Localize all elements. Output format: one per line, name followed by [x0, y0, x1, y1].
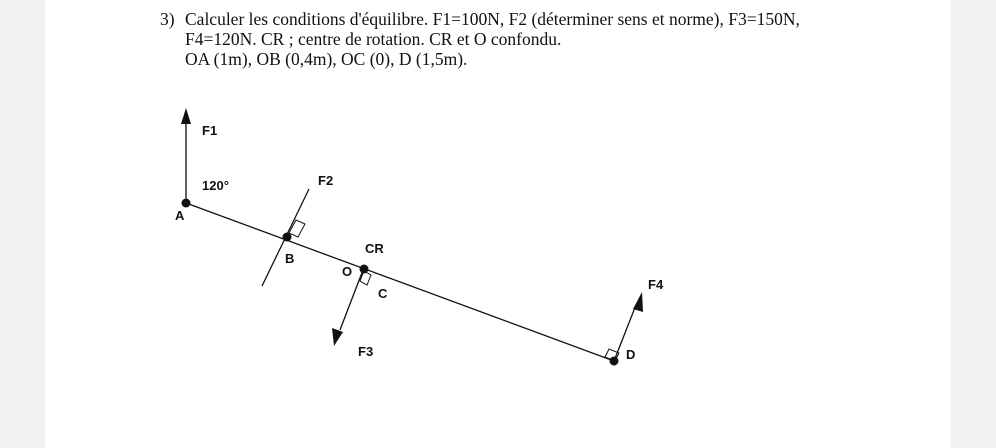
label-angle: 120° — [202, 178, 229, 193]
label-d: D — [626, 347, 636, 362]
label-f1: F1 — [202, 123, 218, 138]
f3-arrowhead — [332, 328, 343, 346]
exercise-number: 3) — [160, 9, 175, 29]
label-f3: F3 — [358, 344, 374, 359]
f1-arrowhead — [181, 108, 191, 124]
label-f4: F4 — [648, 277, 664, 292]
statement-line-3: OA (1m), OB (0,4m), OC (0), D (1,5m). — [185, 49, 468, 69]
label-a: A — [175, 208, 185, 223]
point-d — [610, 357, 619, 366]
f4-arrowhead — [633, 292, 643, 312]
f3-arrow-shaft — [340, 270, 363, 330]
right-angle-mark-b — [289, 220, 305, 237]
label-f2: F2 — [318, 173, 334, 188]
point-o — [360, 265, 369, 274]
label-o: O — [342, 264, 353, 279]
statement-line-1: Calculer les conditions d'équilibre. F1=100N, F2 (déterminer sens et norme), F3=150N, — [185, 9, 800, 29]
bar-line — [186, 203, 614, 361]
point-b — [283, 233, 292, 242]
point-a — [182, 199, 191, 208]
label-cr: CR — [365, 241, 384, 256]
label-c: C — [378, 286, 388, 301]
statement-line-2: F4=120N. CR ; centre de rotation. CR et O confondu. — [185, 29, 562, 49]
label-b: B — [285, 251, 295, 266]
